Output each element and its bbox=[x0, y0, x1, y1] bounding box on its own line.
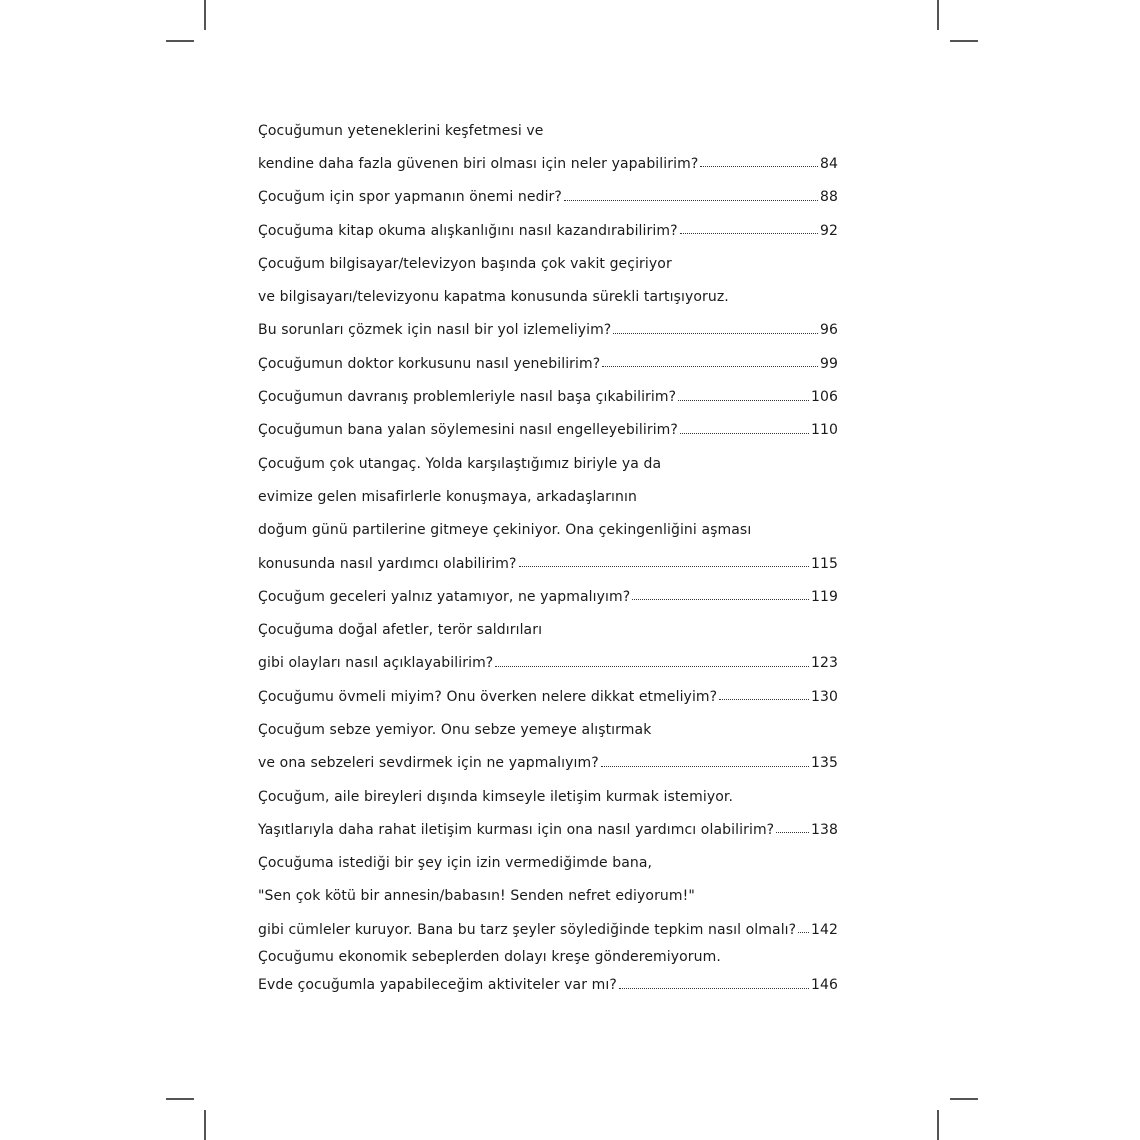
toc-page-number: 142 bbox=[810, 921, 838, 938]
toc-entry-text: gibi cümleler kuruyor. Bana bu tarz şeyler söylediğinde tepkim nasıl olmalı? bbox=[258, 921, 797, 938]
crop-mark-bottom-right bbox=[937, 1110, 939, 1140]
toc-entry-text: doğum günü partilerine gitmeye çekiniyor. Ona çekingenliğini aşması bbox=[258, 522, 752, 539]
toc-entry bbox=[258, 314, 838, 347]
toc-entry bbox=[258, 780, 838, 813]
toc-entry bbox=[258, 247, 838, 280]
toc-page-number: 123 bbox=[810, 655, 838, 672]
dot-leader bbox=[619, 988, 809, 989]
toc-page-number: 96 bbox=[819, 322, 838, 339]
toc-entry bbox=[258, 580, 838, 613]
toc-entry-text: evimize gelen misafirlerle konuşmaya, arkadaşlarının bbox=[258, 488, 637, 505]
toc-page-number: 110 bbox=[810, 422, 838, 439]
toc-entry-text: Bu sorunları çözmek için nasıl bir yol izlemeliyim? bbox=[258, 322, 612, 339]
toc-entry bbox=[258, 847, 838, 880]
toc-entry-text: Çocuğumun bana yalan söylemesini nasıl engelleyebilirim? bbox=[258, 422, 678, 439]
dot-leader bbox=[798, 932, 809, 933]
toc-entry-text: Çocuğumun yeteneklerini keşfetmesi ve bbox=[258, 122, 544, 139]
toc-entry bbox=[258, 647, 838, 680]
dot-leader bbox=[613, 333, 818, 334]
toc-entry bbox=[258, 480, 838, 513]
toc-entry bbox=[258, 447, 838, 480]
toc-entry bbox=[258, 181, 838, 214]
toc-entry-text: Evde çocuğumla yapabileceğim aktiviteler var mı? bbox=[258, 977, 617, 994]
toc-page-number: 92 bbox=[819, 222, 838, 239]
toc-entry-text: ve ona sebzeleri sevdirmek için ne yapmalıyım? bbox=[258, 755, 599, 772]
toc-entry-text: ve bilgisayarı/televizyonu kapatma konusunda sürekli tartışıyoruz. bbox=[258, 289, 729, 306]
dot-leader bbox=[719, 699, 809, 700]
toc-page-number: 119 bbox=[810, 588, 838, 605]
table-of-contents bbox=[258, 114, 838, 1002]
toc-entry-text: Çocuğumu övmeli miyim? Onu överken nelere dikkat etmeliyim? bbox=[258, 688, 718, 705]
toc-entry-text: Çocuğuma doğal afetler, terör saldırıları bbox=[258, 622, 543, 639]
crop-mark-top-left-h bbox=[166, 40, 194, 42]
toc-entry bbox=[258, 547, 838, 580]
toc-entry bbox=[258, 813, 838, 846]
toc-page-number: 115 bbox=[810, 555, 838, 572]
toc-entry-text: Yaşıtlarıyla daha rahat iletişim kurması için ona nasıl yardımcı olabilirim? bbox=[258, 821, 775, 838]
toc-page-number: 106 bbox=[810, 389, 838, 406]
toc-entry-text: Çocuğumu ekonomik sebeplerden dolayı kreşe gönderemiyorum. bbox=[258, 949, 721, 966]
toc-entry bbox=[258, 946, 838, 968]
toc-entry bbox=[258, 913, 838, 946]
toc-entry bbox=[258, 613, 838, 646]
toc-entry-text: Çocuğum çok utangaç. Yolda karşılaştığımız biriyle ya da bbox=[258, 455, 662, 472]
toc-entry bbox=[258, 680, 838, 713]
toc-entry-text: Çocuğuma istediği bir şey için izin vermediğimde bana, bbox=[258, 855, 653, 872]
dot-leader bbox=[602, 366, 818, 367]
toc-page-number: 99 bbox=[819, 355, 838, 372]
dot-leader bbox=[519, 566, 809, 567]
toc-entry-text: Çocuğuma kitap okuma alışkanlığını nasıl kazandırabilirim? bbox=[258, 222, 678, 239]
toc-entry bbox=[258, 880, 838, 913]
dot-leader bbox=[601, 766, 809, 767]
toc-entry-text: Çocuğum bilgisayar/televizyon başında çok vakit geçiriyor bbox=[258, 255, 672, 272]
toc-entry-text: Çocuğum için spor yapmanın önemi nedir? bbox=[258, 189, 562, 206]
toc-entry bbox=[258, 114, 838, 147]
dot-leader bbox=[564, 200, 818, 201]
crop-mark-bottom-right-h bbox=[950, 1098, 978, 1100]
dot-leader bbox=[700, 166, 818, 167]
toc-entry-text: konusunda nasıl yardımcı olabilirim? bbox=[258, 555, 517, 572]
toc-page-number: 135 bbox=[810, 755, 838, 772]
toc-page-number: 88 bbox=[819, 189, 838, 206]
toc-entry bbox=[258, 514, 838, 547]
dot-leader bbox=[678, 400, 809, 401]
toc-entry-text: "Sen çok kötü bir annesin/babasın! Senden nefret ediyorum!" bbox=[258, 888, 695, 905]
dot-leader bbox=[776, 832, 809, 833]
toc-entry bbox=[258, 147, 838, 180]
toc-page-number: 84 bbox=[819, 155, 838, 172]
dot-leader bbox=[632, 599, 809, 600]
dot-leader bbox=[680, 433, 809, 434]
toc-entry-text: gibi olayları nasıl açıklayabilirim? bbox=[258, 655, 494, 672]
toc-entry-text: kendine daha fazla güvenen biri olması için neler yapabilirim? bbox=[258, 155, 699, 172]
toc-entry-text: Çocuğumun davranış problemleriyle nasıl başa çıkabilirim? bbox=[258, 389, 677, 406]
toc-entry bbox=[258, 713, 838, 746]
toc-entry bbox=[258, 214, 838, 247]
crop-mark-bottom-left-h bbox=[166, 1098, 194, 1100]
toc-entry bbox=[258, 280, 838, 313]
toc-entry bbox=[258, 380, 838, 413]
toc-entry bbox=[258, 747, 838, 780]
toc-entry-text: Çocuğumun doktor korkusunu nasıl yenebilirim? bbox=[258, 355, 601, 372]
toc-page-number: 130 bbox=[810, 688, 838, 705]
crop-mark-bottom-left bbox=[204, 1110, 206, 1140]
crop-mark-top-right bbox=[937, 0, 939, 30]
toc-page-number: 146 bbox=[810, 977, 838, 994]
toc-entry bbox=[258, 414, 838, 447]
crop-mark-top-left bbox=[204, 0, 206, 30]
toc-entry-text: Çocuğum geceleri yalnız yatamıyor, ne yapmalıyım? bbox=[258, 588, 631, 605]
toc-entry-text: Çocuğum, aile bireyleri dışında kimseyle iletişim kurmak istemiyor. bbox=[258, 788, 734, 805]
crop-mark-top-right-h bbox=[950, 40, 978, 42]
toc-entry bbox=[258, 347, 838, 380]
toc-entry bbox=[258, 968, 838, 1001]
toc-page-number: 138 bbox=[810, 821, 838, 838]
dot-leader bbox=[495, 666, 809, 667]
dot-leader bbox=[680, 233, 818, 234]
toc-entry-text: Çocuğum sebze yemiyor. Onu sebze yemeye alıştırmak bbox=[258, 721, 652, 738]
